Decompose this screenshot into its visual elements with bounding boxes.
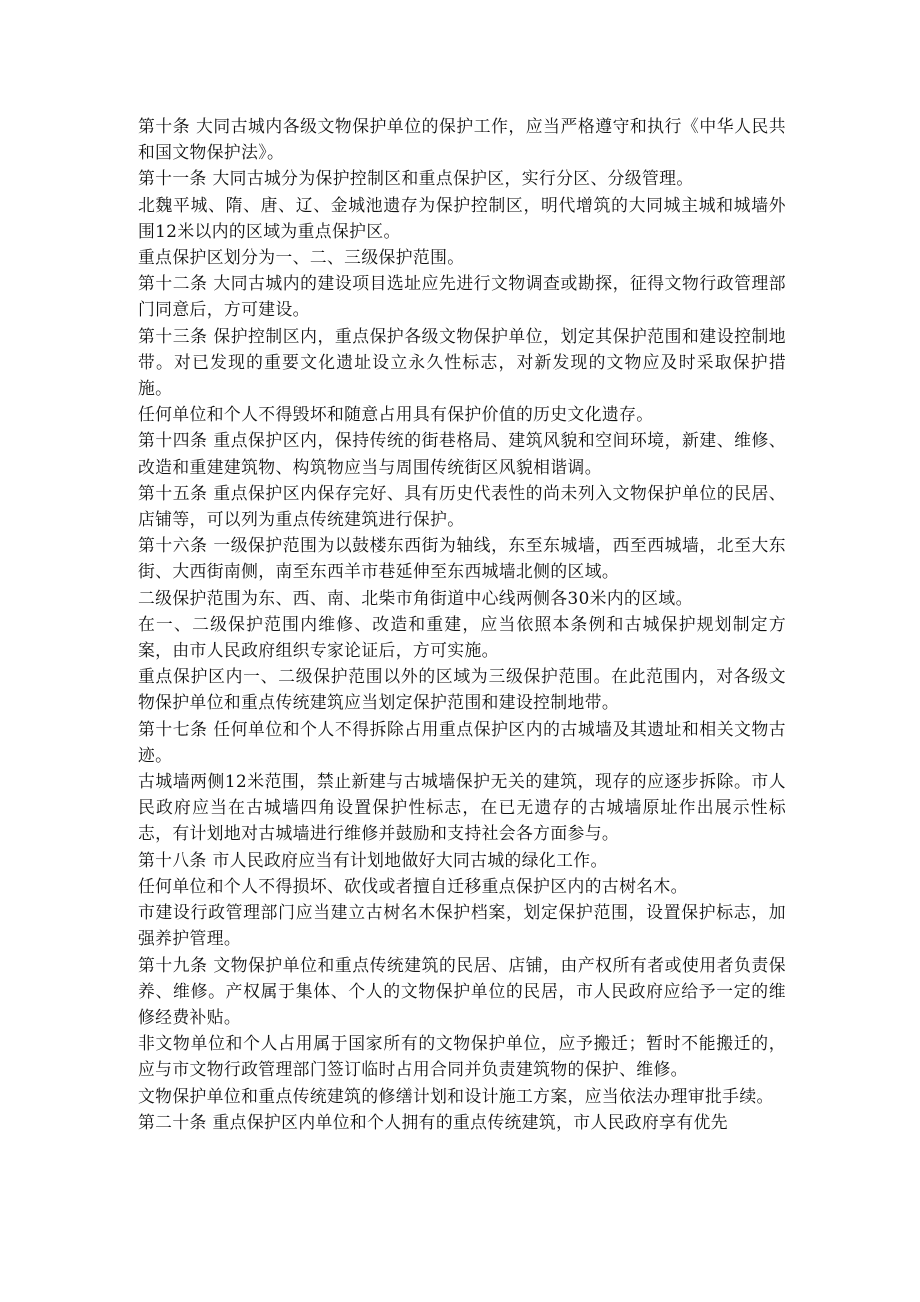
paragraph-heritage-no-damage: 任何单位和个人不得毁坏和随意占用具有保护价值的历史文化遗存。 bbox=[138, 404, 654, 425]
paragraph-article-14: 第十四条 重点保护区内，保持传统的街巷格局、建筑风貌和空间环境，新建、维修、改造和重建建筑物、构筑物应当与周围传统街区风貌相谐调。 bbox=[138, 430, 786, 477]
paragraph-article-19: 第十九条 文物保护单位和重点传统建筑的民居、店铺，由产权所有者或使用者负责保养、维修。产权属于集体、个人的文物保护单位的民居，市人民政府应给予一定的维修经费补贴。 bbox=[138, 954, 786, 1027]
paragraph-relocation: 非文物单位和个人占用属于国家所有的文物保护单位，应予搬迁；暂时不能搬迁的，应与市文物行政管理部门签订临时占用合同并负责建筑物的保护、维修。 bbox=[138, 1033, 786, 1080]
paragraph-article-15: 第十五条 重点保护区内保存完好、具有历史代表性的尚未列入文物保护单位的民居、店铺等，可以列为重点传统建筑进行保护。 bbox=[138, 482, 786, 530]
paragraph-article-13: 第十三条 保护控制区内，重点保护各级文物保护单位，划定其保护范围和建设控制地带。对已发现的重要文化遗址设立永久性标志，对新发现的文物应及时采取保护措施。 bbox=[138, 325, 786, 399]
paragraph-article-10: 第十条 大同古城内各级文物保护单位的保护工作，应当严格遵守和执行《中华人民共和国文物保护法》。 bbox=[138, 116, 786, 163]
paragraph-article-20: 第二十条 重点保护区内单位和个人拥有的重点传统建筑，市人民政府享有优先 bbox=[138, 1111, 728, 1132]
paragraph-article-11: 第十一条 大同古城分为保护控制区和重点保护区，实行分区、分级管理。 bbox=[138, 168, 694, 189]
paragraph-repair-approval: 文物保护单位和重点传统建筑的修缮计划和设计施工方案，应当依法办理审批手续。 bbox=[138, 1085, 774, 1106]
paragraph-level-one-two-works: 在一、二级保护范围内维修、改造和重建，应当依照本条例和古城保护规划制定方案，由市人民政府组织专家论证后，方可实施。 bbox=[138, 613, 786, 661]
document-body bbox=[138, 113, 786, 1135]
paragraph-protection-control-area: 北魏平城、隋、唐、辽、金城池遗存为保护控制区，明代增筑的大同城主城和城墙外围12米以内的区域为重点保护区。 bbox=[138, 194, 786, 241]
paragraph-article-12: 第十二条 大同古城内的建设项目选址应先进行文物调查或勘探，征得文物行政管理部门同意后，方可建设。 bbox=[138, 273, 786, 320]
paragraph-protection-levels: 重点保护区划分为一、二、三级保护范围。 bbox=[138, 247, 465, 268]
paragraph-level-three-range: 重点保护区内一、二级保护范围以外的区域为三级保护范围。在此范围内，对各级文物保护单位和重点传统建筑应当划定保护范围和建设控制地带。 bbox=[138, 666, 786, 713]
paragraph-level-two-range: 二级保护范围为东、西、南、北柴市角街道中心线两侧各30米内的区域。 bbox=[138, 587, 693, 608]
paragraph-article-16: 第十六条 一级保护范围为以鼓楼东西街为轴线，东至东城墙，西至西城墙，北至大东街、大西街南侧，南至东西羊市巷延伸至东西城墙北侧的区域。 bbox=[138, 535, 786, 582]
paragraph-ancient-trees: 任何单位和个人不得损坏、砍伐或者擅自迁移重点保护区内的古树名木。 bbox=[138, 875, 688, 896]
paragraph-article-17: 第十七条 任何单位和个人不得拆除占用重点保护区内的古城墙及其遗址和相关文物古迹。 bbox=[138, 718, 786, 765]
paragraph-article-18: 第十八条 市人民政府应当有计划地做好大同古城的绿化工作。 bbox=[138, 849, 608, 870]
paragraph-city-wall-range: 古城墙两侧12米范围，禁止新建与古城墙保护无关的建筑，现存的应逐步拆除。市人民政府应当在古城墙四角设置保护性标志，在已无遗存的古城墙原址作出展示性标志，有计划地对古城墙进行维修并鼓励和支持社会各方面参与。 bbox=[138, 771, 786, 844]
paragraph-tree-archives: 市建设行政管理部门应当建立古树名木保护档案，划定保护范围，设置保护标志，加强养护管理。 bbox=[138, 902, 786, 949]
